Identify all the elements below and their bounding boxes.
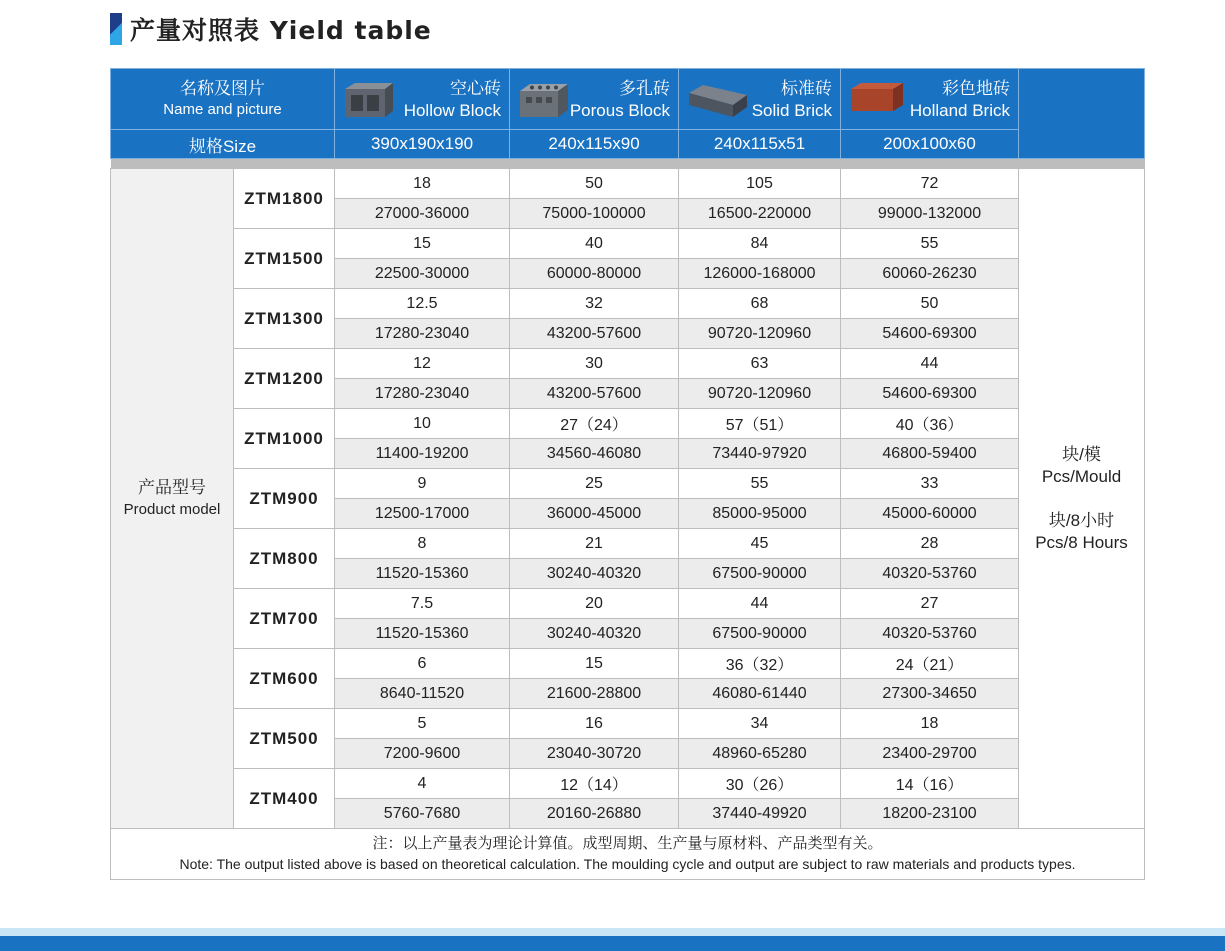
per-8h-value: 60060-26230 [841, 259, 1019, 289]
table-row [111, 769, 1145, 799]
per-mould-value: 16 [510, 709, 679, 739]
per-mould-value: 68 [679, 289, 841, 319]
model-name: ZTM500 [234, 709, 335, 769]
per-mould-value: 32 [510, 289, 679, 319]
per-mould-value: 44 [841, 349, 1019, 379]
per-mould-value: 27（24） [510, 409, 679, 439]
per-8h-value: 73440-97920 [679, 439, 841, 469]
note-en: Note: The output listed above is based on theoretical calculation. The moulding cycle and output are subject to raw materials and products types. [179, 856, 1076, 872]
per-8h-value: 21600-28800 [510, 679, 679, 709]
per-8h-value: 8640-11520 [335, 679, 510, 709]
per-8h-value: 17280-23040 [335, 319, 510, 349]
per-8h-value: 27300-34650 [841, 679, 1019, 709]
product-cn: 多孔砖 [619, 79, 670, 98]
product-model-header [111, 169, 234, 829]
per-mould-value: 55 [679, 469, 841, 499]
per-8h-value: 54600-69300 [841, 319, 1019, 349]
per-mould-value: 36（32） [679, 649, 841, 679]
per-mould-value: 84 [679, 229, 841, 259]
per-mould-value: 33 [841, 469, 1019, 499]
per-8h-value: 7200-9600 [335, 739, 510, 769]
product-cn: 空心砖 [450, 79, 501, 98]
page-title-block [110, 12, 432, 46]
unit-label [1019, 169, 1145, 829]
product-header-porous-block [510, 69, 679, 130]
per-mould-value: 18 [335, 169, 510, 199]
header-unit-blank [1019, 69, 1145, 159]
per-8h-value: 43200-57600 [510, 379, 679, 409]
table-row [111, 529, 1145, 559]
per-8h-value: 17280-23040 [335, 379, 510, 409]
note-cn: 注：以上产量表为理论计算值。成型周期、生产量与原材料、产品类型有关。 [372, 835, 883, 852]
per-mould-value: 30（26） [679, 769, 841, 799]
per-mould-value: 8 [335, 529, 510, 559]
per-8h-value: 43200-57600 [510, 319, 679, 349]
model-name: ZTM1200 [234, 349, 335, 409]
per-mould-value: 50 [510, 169, 679, 199]
per-mould-value: 72 [841, 169, 1019, 199]
product-en: Hollow Block [403, 101, 501, 120]
per-mould-value: 28 [841, 529, 1019, 559]
header-row-sizes [111, 130, 1145, 159]
per-mould-value: 40 [510, 229, 679, 259]
product-cn: 彩色地砖 [942, 79, 1010, 98]
per-8h-value: 45000-60000 [841, 499, 1019, 529]
per-mould-value: 63 [679, 349, 841, 379]
product-header-solid-brick [679, 69, 841, 130]
per-8h-value: 18200-23100 [841, 799, 1019, 829]
per-8h-value: 16500-220000 [679, 199, 841, 229]
model-name: ZTM800 [234, 529, 335, 589]
per-8h-value: 67500-90000 [679, 619, 841, 649]
per-8h-value: 34560-46080 [510, 439, 679, 469]
per-8h-value: 90720-120960 [679, 319, 841, 349]
name-cn: 名称及图片 [180, 79, 265, 98]
name-en: Name and picture [163, 101, 282, 118]
per-8h-value: 22500-30000 [335, 259, 510, 289]
per-mould-value: 105 [679, 169, 841, 199]
hollow-block-icon [343, 81, 395, 119]
size-holland-brick: 200x100x60 [841, 130, 1019, 159]
per-mould-value: 15 [335, 229, 510, 259]
table-row [111, 289, 1145, 319]
per-8h-value: 85000-95000 [679, 499, 841, 529]
title-accent-bar [110, 13, 122, 45]
per-8h-value: 37440-49920 [679, 799, 841, 829]
per-8h-value: 12500-17000 [335, 499, 510, 529]
per-8h-value: 67500-90000 [679, 559, 841, 589]
per-8h-value: 46800-59400 [841, 439, 1019, 469]
per-mould-value: 25 [510, 469, 679, 499]
unit-per-mould-en: Pcs/Mould [1041, 466, 1122, 486]
holland-brick-icon [849, 81, 905, 117]
per-8h-value: 23400-29700 [841, 739, 1019, 769]
table-row [111, 649, 1145, 679]
per-8h-value: 48960-65280 [679, 739, 841, 769]
per-8h-value: 40320-53760 [841, 559, 1019, 589]
table-row [111, 349, 1145, 379]
per-mould-value: 57（51） [679, 409, 841, 439]
solid-brick-icon [687, 81, 749, 119]
product-model-en: Product model [123, 500, 221, 518]
per-8h-value: 30240-40320 [510, 619, 679, 649]
table-row [111, 409, 1145, 439]
spec-size-label: 规格Size [111, 130, 335, 159]
product-cn: 标准砖 [781, 79, 832, 98]
per-8h-value: 126000-168000 [679, 259, 841, 289]
page-title: 产量对照表 Yield table [130, 16, 432, 45]
per-8h-value: 20160-26880 [510, 799, 679, 829]
per-mould-value: 45 [679, 529, 841, 559]
table-row [111, 469, 1145, 499]
per-mould-value: 34 [679, 709, 841, 739]
model-name: ZTM1500 [234, 229, 335, 289]
per-8h-value: 46080-61440 [679, 679, 841, 709]
unit-per-8h-cn: 块/8小时 [1048, 510, 1115, 530]
per-8h-value: 60000-80000 [510, 259, 679, 289]
per-mould-value: 7.5 [335, 589, 510, 619]
model-name: ZTM1000 [234, 409, 335, 469]
per-8h-value: 11520-15360 [335, 559, 510, 589]
per-mould-value: 14（16） [841, 769, 1019, 799]
product-en: Solid Brick [751, 101, 832, 120]
model-name: ZTM1300 [234, 289, 335, 349]
header-row-names [111, 69, 1145, 130]
per-mould-value: 27 [841, 589, 1019, 619]
per-mould-value: 10 [335, 409, 510, 439]
per-8h-value: 11400-19200 [335, 439, 510, 469]
per-8h-value: 30240-40320 [510, 559, 679, 589]
porous-block-icon [518, 81, 570, 119]
per-8h-value: 5760-7680 [335, 799, 510, 829]
per-8h-value: 40320-53760 [841, 619, 1019, 649]
product-header-hollow-block [335, 69, 510, 130]
yield-table [110, 68, 1145, 880]
note-row [111, 829, 1145, 880]
per-8h-value: 99000-132000 [841, 199, 1019, 229]
model-name: ZTM900 [234, 469, 335, 529]
note-cell [111, 829, 1145, 880]
footer-band-light [0, 928, 1225, 936]
table-row [111, 709, 1145, 739]
per-mould-value: 24（21） [841, 649, 1019, 679]
size-hollow-block: 390x190x190 [335, 130, 510, 159]
per-mould-value: 20 [510, 589, 679, 619]
per-8h-value: 36000-45000 [510, 499, 679, 529]
per-mould-value: 50 [841, 289, 1019, 319]
table-row [111, 229, 1145, 259]
per-mould-value: 55 [841, 229, 1019, 259]
per-mould-value: 6 [335, 649, 510, 679]
model-name: ZTM600 [234, 649, 335, 709]
table-row [111, 589, 1145, 619]
model-name: ZTM700 [234, 589, 335, 649]
per-mould-value: 21 [510, 529, 679, 559]
product-header-holland-brick [841, 69, 1019, 130]
product-model-cn: 产品型号 [138, 477, 206, 497]
model-name: ZTM1800 [234, 169, 335, 229]
model-name: ZTM400 [234, 769, 335, 829]
per-mould-value: 5 [335, 709, 510, 739]
product-en: Porous Block [569, 101, 670, 120]
per-8h-value: 75000-100000 [510, 199, 679, 229]
per-8h-value: 23040-30720 [510, 739, 679, 769]
product-en: Holland Brick [909, 101, 1010, 120]
name-and-picture-header [111, 69, 335, 130]
unit-per-8h-en: Pcs/8 Hours [1035, 532, 1128, 552]
per-8h-value: 54600-69300 [841, 379, 1019, 409]
size-solid-brick: 240x115x51 [679, 130, 841, 159]
per-mould-value: 9 [335, 469, 510, 499]
size-porous-block: 240x115x90 [510, 130, 679, 159]
per-8h-value: 11520-15360 [335, 619, 510, 649]
per-mould-value: 12（14） [510, 769, 679, 799]
header-separator [111, 159, 1145, 169]
per-mould-value: 4 [335, 769, 510, 799]
per-mould-value: 44 [679, 589, 841, 619]
per-mould-value: 40（36） [841, 409, 1019, 439]
per-8h-value: 90720-120960 [679, 379, 841, 409]
footer-band-dark [0, 936, 1225, 951]
per-mould-value: 18 [841, 709, 1019, 739]
table-row [111, 169, 1145, 199]
unit-per-mould-cn: 块/模 [1062, 444, 1101, 464]
per-mould-value: 12.5 [335, 289, 510, 319]
per-mould-value: 15 [510, 649, 679, 679]
per-mould-value: 30 [510, 349, 679, 379]
per-8h-value: 27000-36000 [335, 199, 510, 229]
per-mould-value: 12 [335, 349, 510, 379]
